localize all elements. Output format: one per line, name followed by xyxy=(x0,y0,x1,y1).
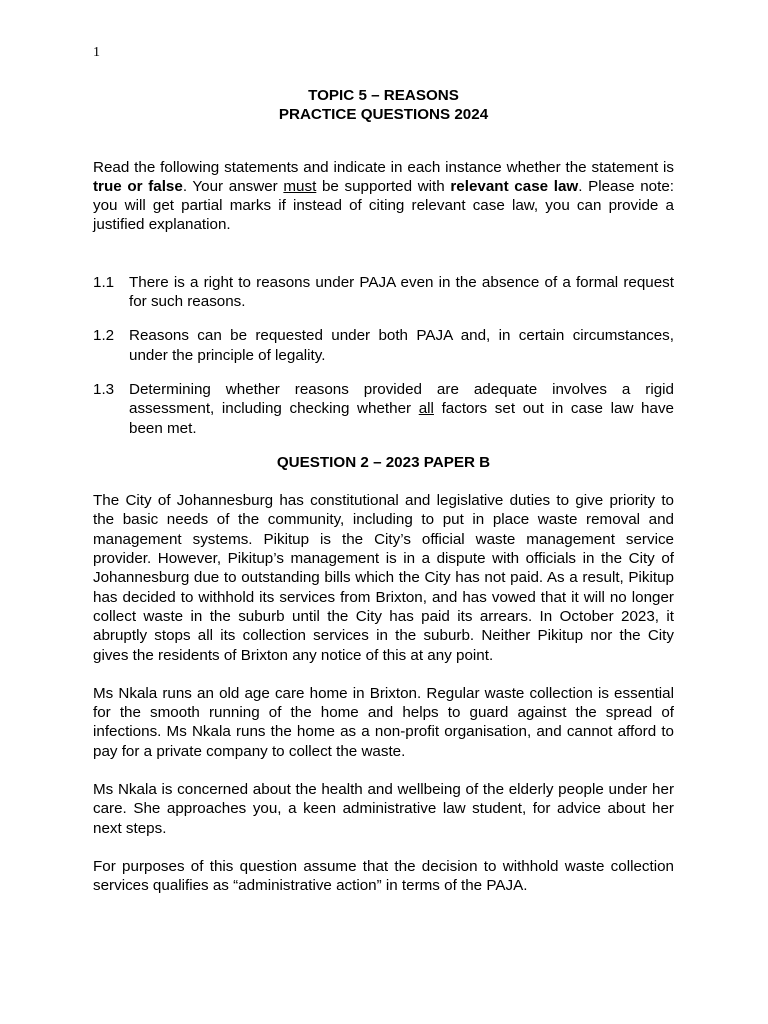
question-paragraph: For purposes of this question assume that the decision to withhold waste collection services qualifies as “administrative action” in terms of the PAJA. xyxy=(93,857,674,895)
question-paragraph: The City of Johannesburg has constitutional and legislative duties to give priority to the basic needs of the community, including to put in place waste removal and management systems. Pikitup is the City’s official waste management service provider. However, Pikitup’s management is in a dispute with officials in the City of Johannesburg due to outstanding bills which the City has not paid. As a result, Pikitup has decided to withhold its services from Brixton, and has vowed that it will no longer collect waste in the suburb until the City has paid its arrears. In October 2023, it abruptly stops all its collection services in the suburb. Neither Pikitup nor the City gives the residents of Brixton any notice of this at any point. xyxy=(93,492,674,664)
intro-text-2: . Your answer xyxy=(182,177,284,195)
statement-text xyxy=(129,380,674,438)
page-number: 1 xyxy=(93,45,100,60)
intro-underline-must: must xyxy=(283,177,317,195)
statement-number: 1.1 xyxy=(93,273,115,291)
statement-number: 1.2 xyxy=(93,327,115,345)
intro-bold-true-false: true or false xyxy=(93,177,183,195)
intro-bold-case-law: relevant case law xyxy=(450,177,579,195)
intro-text-4: . Please note: you will get partial marks if instead of citing relevant case law, you can provide a justified explanation. xyxy=(93,177,674,234)
intro-text-1: Read the following statements and indicate in each instance whether the statement is xyxy=(93,158,674,176)
statement-text: Reasons can be requested under both PAJA and, in certain circumstances, under the principle of legality. xyxy=(129,327,674,364)
question-paragraph: Ms Nkala runs an old age care home in Brixton. Regular waste collection is essential for the smooth running of the home and helps to guard against the spread of infections. Ms Nkala runs the home as a non-profit organisation, and cannot afford to pay for a private company to collect the waste. xyxy=(93,684,674,760)
document-body xyxy=(93,86,674,896)
question-2-heading: QUESTION 2 – 2023 PAPER B xyxy=(276,453,491,471)
intro-text-3: be supported with xyxy=(316,177,451,195)
statement-text: There is a right to reasons under PAJA even in the absence of a formal request for such reasons. xyxy=(129,273,674,311)
statement-number: 1.3 xyxy=(93,380,115,398)
statement-text-after: factors set out in case law have been met. xyxy=(129,400,674,437)
statement-item xyxy=(93,273,674,312)
statement-item xyxy=(93,326,674,365)
topic-title: TOPIC 5 – REASONS xyxy=(308,87,459,104)
instructions-paragraph xyxy=(93,158,674,235)
statement-list xyxy=(93,273,674,438)
question-paragraph: Ms Nkala is concerned about the health and wellbeing of the elderly people under her care. She approaches you, a keen administrative law student, for advice about her next steps. xyxy=(93,781,674,837)
statement-item xyxy=(93,380,674,438)
statement-underline-all: all xyxy=(418,400,434,418)
statement-text-before: Determining whether reasons provided are adequate involves a rigid assessment, including checking whether xyxy=(129,380,674,418)
practice-title: PRACTICE QUESTIONS 2024 xyxy=(278,106,489,124)
